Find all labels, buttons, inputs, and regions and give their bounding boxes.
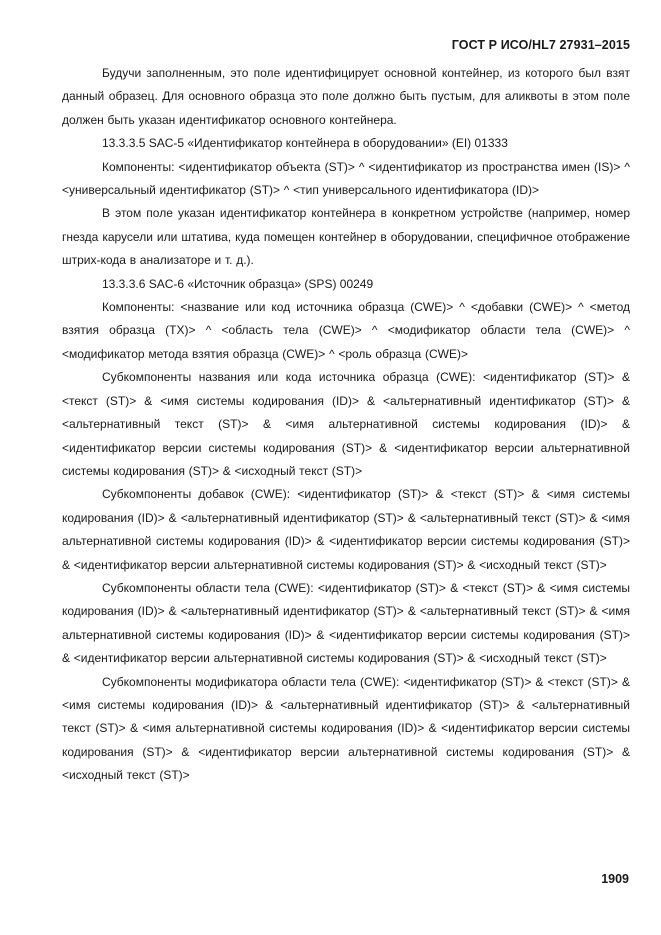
document-body bbox=[62, 62, 630, 788]
paragraph-sac-5-components: Компоненты: <идентификатор объекта (ST)> ^ <идентификатор из пространства имен (IS)> ^ <универсальный идентификатор (ST)> ^ <тип универсального идентификатора (ID)> bbox=[62, 159, 630, 198]
section-heading-sac-6: 13.3.3.6 SAC-6 «Источник образца» (SPS) 00249 bbox=[102, 276, 374, 291]
document-header: ГОСТ Р ИСО/HL7 27931–2015 bbox=[451, 38, 630, 52]
section-heading-sac-5: 13.3.3.5 SAC-5 «Идентификатор контейнера в оборудовании» (EI) 01333 bbox=[102, 136, 508, 151]
paragraph-source-name-subcomponents: Субкомпоненты названия или кода источника образца (CWE): <идентификатор (ST)> & <текст (ST)> & <имя системы кодирования (ID)> & <альтернативный идентификатор (ST)> & <альтернативный текст (ST)> & <имя альтернативной системы кодирования (ID)> & <идентификатор версии системы кодирования (ST)> & <идентификатор версии альтернативной системы кодирования (ST)> & <исходный текст (ST)> bbox=[62, 370, 630, 478]
paragraph-additives-subcomponents: Субкомпоненты добавок (CWE): <идентификатор (ST)> & <текст (ST)> & <имя системы кодирования (ID)> & <альтернативный идентификатор (ST)> & <альтернативный текст (ST)> & <имя альтернативной системы кодирования (ID)> & <идентификатор версии системы кодирования (ST)> & <идентификатор версии альтернативной системы кодирования (ST)> & <исходный текст (ST)> bbox=[62, 487, 630, 572]
paragraph-parent-container: Будучи заполненным, это поле идентифицирует основной контейнер, из которого был взят данный образец. Для основного образца это поле должно быть пустым, для аликвоты в этом поле должен быть указан идентификатор основного контейнера. bbox=[62, 66, 630, 127]
paragraph-site-modifier-subcomponents: Субкомпоненты модификатора области тела (CWE): <идентификатор (ST)> & <текст (ST)> & <имя системы кодирования (ID)> & <альтернативный идентификатор (ST)> & <альтернативный текст (ST)> & <имя альтернативной системы кодирования (ID)> & <идентификатор версии системы кодирования (ST)> & <идентификатор версии альтернативной системы кодирования (ST)> & <исходный текст (ST)> bbox=[62, 674, 630, 783]
page-number: 1909 bbox=[601, 872, 629, 886]
paragraph-sac-6-components: Компоненты: <название или код источника образца (CWE)> ^ <добавки (CWE)> ^ <метод взятия образца (TX)> ^ <область тела (CWE)> ^ <модификатор области тела (CWE)> ^ <модификатор метода взятия образца (CWE)> ^ <роль образца (CWE)> bbox=[62, 300, 630, 361]
paragraph-body-site-subcomponents: Субкомпоненты области тела (CWE): <идентификатор (ST)> & <текст (ST)> & <имя системы кодирования (ID)> & <альтернативный идентификатор (ST)> & <альтернативный текст (ST)> & <имя альтернативной системы кодирования (ID)> & <идентификатор версии системы кодирования (ST)> & <идентификатор версии альтернативной системы кодирования (ST)> & <исходный текст (ST)> bbox=[62, 580, 630, 666]
paragraph-sac-5-description: В этом поле указан идентификатор контейнера в конкретном устройстве (например, номер гнезда карусели или штатива, куда помещен контейнер в оборудовании, специфичное отображение штрих-кода в анализаторе и т. д.). bbox=[62, 206, 630, 268]
